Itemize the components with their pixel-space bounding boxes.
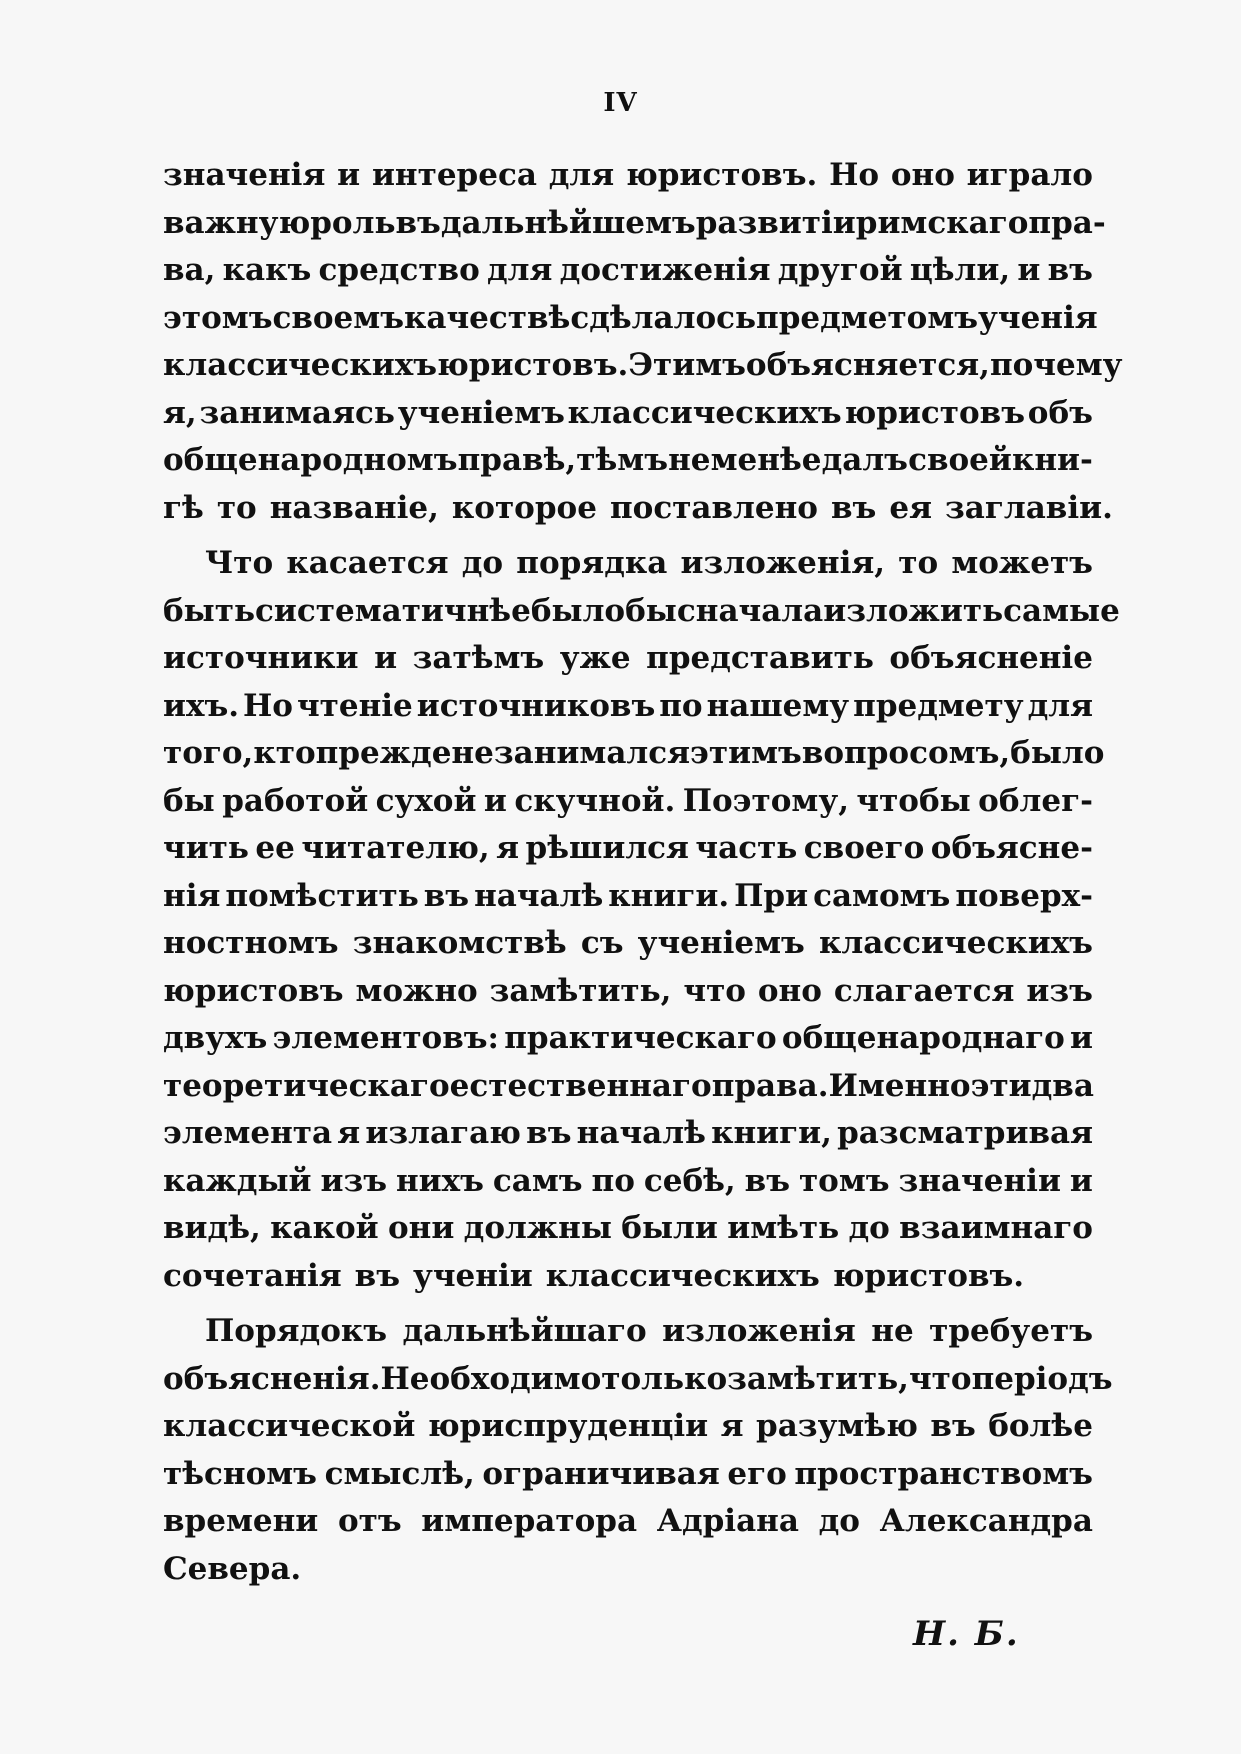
text-line: ва, какъ средство для достиженія другой цѣли, и въ bbox=[163, 252, 1093, 288]
paragraph bbox=[163, 152, 1123, 532]
text-line: ностномъ знакомствѣ съ ученіемъ классическихъ bbox=[163, 925, 1093, 961]
text-line: сочетанія въ ученіи классическихъ юристовъ. bbox=[163, 1257, 1025, 1294]
text-line: каждый изъ нихъ самъ по себѣ, въ томъ значеніи и bbox=[163, 1162, 1093, 1199]
text-line: общенародномъ правѣ, тѣмъ не менѣе далъ своей кни- bbox=[163, 442, 1093, 478]
paragraph bbox=[163, 1308, 1113, 1593]
text-line: элемента я излагаю въ началѣ книги, разсматривая bbox=[163, 1115, 1093, 1151]
text-line: видѣ, какой они должны были имѣть до взаимнаго bbox=[163, 1210, 1093, 1246]
text-line: быть систематичнѣе было бы сначала изложить самые bbox=[163, 592, 1120, 629]
page-number: IV bbox=[603, 88, 638, 118]
body-text bbox=[163, 152, 1123, 1593]
text-line: Порядокъ дальнѣйшаго изложенія не требуетъ bbox=[205, 1313, 1093, 1349]
text-line: того, кто прежде не занимался этимъ вопросомъ, было bbox=[163, 735, 1105, 771]
text-line: я, занимаясь ученіемъ классическихъ юристовъ объ bbox=[163, 394, 1093, 431]
text-line: источники и затѣмъ уже представить объясненіе bbox=[163, 640, 1093, 676]
text-line: бы работой сухой и скучной. Поэтому, чтобы облег- bbox=[163, 782, 1093, 819]
text-line: значенія и интереса для юристовъ. Но оно играло bbox=[163, 157, 1093, 193]
text-line: нія помѣстить въ началѣ книги. При самомъ поверх- bbox=[163, 877, 1093, 914]
text-line: юристовъ можно замѣтить, что оно слагается изъ bbox=[163, 972, 1093, 1009]
text-line: времени отъ императора Адріана до Александра bbox=[163, 1503, 1093, 1539]
paragraph bbox=[163, 540, 1120, 1300]
text-line: Что касается до порядка изложенія, то можетъ bbox=[205, 545, 1093, 581]
text-line: двухъ элементовъ: практическаго общенароднаго и bbox=[163, 1020, 1093, 1056]
text-line: чить ее читателю, я рѣшился часть своего объясне- bbox=[163, 830, 1093, 866]
text-line: важную роль въ дальнѣйшемъ развитіи римскаго пра- bbox=[163, 204, 1106, 241]
text-line: Севера. bbox=[163, 1550, 302, 1587]
text-line: объясненія. Необходимо только замѣтить, что періодъ bbox=[163, 1360, 1113, 1397]
author-initials: Н. Б. bbox=[913, 1614, 1020, 1654]
text-line: гѣ то названіе, которое поставлено въ ея заглавіи. bbox=[163, 489, 1113, 526]
text-line: ихъ. Но чтеніе источниковъ по нашему предмету для bbox=[163, 687, 1093, 724]
text-line: тѣсномъ смыслѣ, ограничивая его пространствомъ bbox=[163, 1455, 1093, 1492]
text-line: классическихъ юристовъ. Этимъ объясняется, почему bbox=[163, 347, 1123, 383]
text-line: теоретическаго естественнаго права. Именно эти два bbox=[163, 1067, 1094, 1104]
text-line: этомъ своемъ качествѣ сдѣлалось предметомъ ученія bbox=[163, 299, 1098, 336]
text-line: классической юриспруденціи я разумѣю въ болѣе bbox=[163, 1408, 1093, 1444]
